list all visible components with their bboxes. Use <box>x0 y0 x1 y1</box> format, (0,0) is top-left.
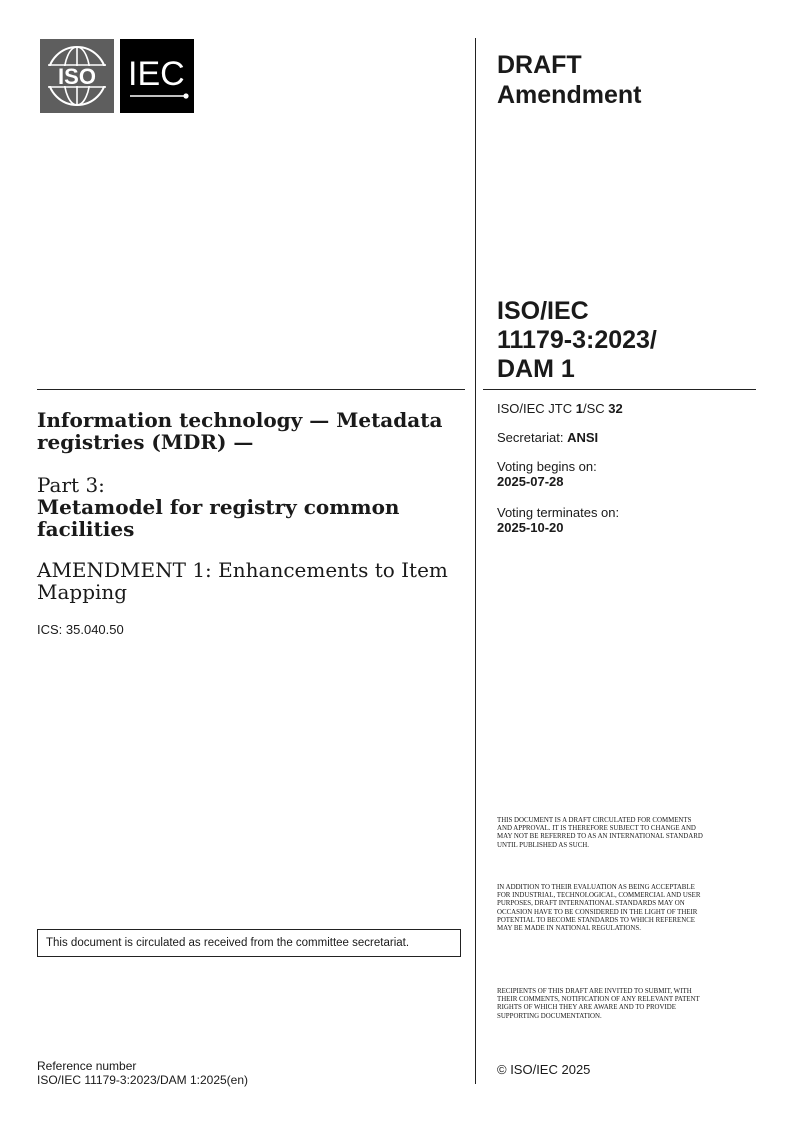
right-horizontal-divider <box>483 389 756 390</box>
left-horizontal-divider <box>37 389 465 390</box>
vertical-divider <box>475 38 476 1084</box>
ics-code: ICS: 35.040.50 <box>37 622 124 637</box>
reference-label: Reference number <box>37 1059 137 1073</box>
iec-logo <box>120 39 194 113</box>
part-title: Metamodel for registry common facilities <box>37 495 400 541</box>
secretariat: Secretariat: ANSI <box>497 430 599 445</box>
committee: ISO/IEC JTC 1/SC 32 <box>497 401 623 416</box>
document-type: DRAFT Amendment <box>497 51 642 109</box>
svg-text:ISO: ISO <box>58 64 96 89</box>
main-title: Information technology — Metadata registries (MDR) — <box>37 408 443 454</box>
voting-begins: Voting begins on: 2025-07-28 <box>497 459 597 489</box>
notice-evaluation: IN ADDITION TO THEIR EVALUATION AS BEING ACCEPTABLE FOR INDUSTRIAL, TECHNOLOGICAL, COMMERCIAL AND USER PURPOSES, DRAFT INTERNATIONAL STANDARDS MAY ON OCCASION HAVE TO BE CONSIDERED IN THE LIGHT OF THEIR POTENTIAL TO BECOME STANDARDS TO WHICH REFERENCE MAY BE MADE IN NATIONAL REGULATIONS. <box>497 884 701 933</box>
iso-globe-icon <box>40 39 114 113</box>
iso-logo <box>40 39 114 113</box>
standard-number: ISO/IEC 11179-3:2023/ DAM 1 <box>497 297 657 383</box>
notice-patent: RECIPIENTS OF THIS DRAFT ARE INVITED TO SUBMIT, WITH THEIR COMMENTS, NOTIFICATION OF ANY RELEVANT PATENT RIGHTS OF WHICH THEY ARE AWARE AND TO PROVIDE SUPPORTING DOCUMENTATION. <box>497 988 700 1020</box>
notice-draft: THIS DOCUMENT IS A DRAFT CIRCULATED FOR COMMENTS AND APPROVAL. IT IS THEREFORE SUBJECT TO CHANGE AND MAY NOT BE REFERRED TO AS AN INTERNATIONAL STANDARD UNTIL PUBLISHED AS SUCH. <box>497 817 703 849</box>
reference-number: ISO/IEC 11179-3:2023/DAM 1:2025(en) <box>37 1073 249 1087</box>
part-label: Part 3: <box>37 473 105 497</box>
svg-text:IEC: IEC <box>128 55 185 93</box>
voting-terminates: Voting terminates on: 2025-10-20 <box>497 505 620 535</box>
copyright: © ISO/IEC 2025 <box>497 1062 591 1077</box>
circulation-note: This document is circulated as received from the committee secretariat. <box>37 929 461 957</box>
amendment-title: AMENDMENT 1: Enhancements to Item Mapping <box>37 558 448 604</box>
